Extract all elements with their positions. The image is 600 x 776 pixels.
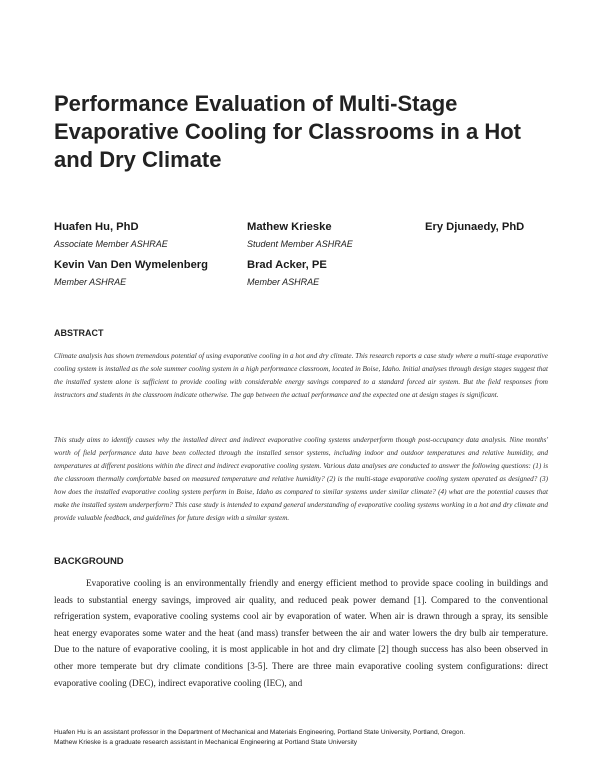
author-name: Kevin Van Den Wymelenberg <box>54 259 208 271</box>
author-name: Brad Acker, PE <box>247 259 327 271</box>
author-block <box>247 220 353 250</box>
author-footnote: Huafen Hu is an assistant professor in the Department of Mechanical and Materials Engineering, Portland State University, Portland, Oregon. <box>54 729 466 736</box>
abstract-heading: ABSTRACT <box>54 328 104 338</box>
author-name: Huafen Hu, PhD <box>54 221 139 233</box>
paper-title: Performance Evaluation of Multi-Stage Evaporative Cooling for Classrooms in a Hot and Dry Climate <box>54 91 521 172</box>
abstract-paragraph: Climate analysis has shown tremendous potential of using evaporative cooling in a hot and dry climate. This research reports a case study where a multi-stage evaporative cooling system is installed as the sole summer cooling system in a high performance classroom, located in Boise, Idaho. Initial analyses through design stages suggest that the installed system alone is sufficient to provide cooling with considerable energy savings compared to a standard forced air system. But the field responses from instructors and students in the classroom indicate otherwise. The gap between the actual performance and the expected one at design stages is significant. <box>54 352 548 399</box>
author-block <box>247 258 327 288</box>
abstract-paragraph: This study aims to identify causes why the installed direct and indirect evaporative cooling systems underperform though post-occupancy data analysis. Nine months' worth of field performance data have been collected through the installed sensor systems, including indoor and outdoor temperatures and relative humidity, and temperatures at different positions within the direct and indirect evaporative cooling system. Various data analyses are conducted to answer the following questions: (1) is the classroom thermally comfortable based on measured temperature and relative humidity? (2) is the multi-stage evaporative cooling system operated as designed? (3) how does the installed evaporative cooling system perform in Boise, Idaho as compared to similar systems under similar climate? (4) what are the potential causes that make the installed system underperform? This case study is intended to expand general understanding of evaporative cooling systems working in a hot and dry climate and provide valuable feedback, and guidelines for future design with a similar system. <box>54 436 548 522</box>
section-heading-background: BACKGROUND <box>54 556 124 567</box>
author-affiliation: Member ASHRAE <box>54 277 127 287</box>
author-affiliation: Associate Member ASHRAE <box>54 239 168 249</box>
author-block <box>54 220 168 250</box>
body-paragraph: Evaporative cooling is an environmentally friendly and energy efficient method to provide space cooling in buildings and leads to substantial energy savings, improved air quality, and reduced peak power demand [1]. Compared to the conventional refrigeration system, evaporative cooling systems cool air by evaporation of water. When air is drawn through a spray, its sensible heat energy evaporates some water and the heat (and mass) transfer between the air and water lowers the dry bulb air temperature. Due to the nature of evaporative cooling, it is most applicable in hot and dry climate [2] though success has also been observed in other more temperate but dry climate conditions [3-5]. There are three main evaporative cooling system configurations: direct evaporative cooling (DEC), indirect evaporative cooling (IEC), and <box>54 578 548 688</box>
author-footnote: Mathew Krieske is a graduate research assistant in Mechanical Engineering at Portland State University <box>54 739 358 746</box>
author-block <box>54 258 208 288</box>
author-name: Mathew Krieske <box>247 221 332 233</box>
author-block <box>425 220 524 234</box>
author-affiliation: Member ASHRAE <box>247 277 320 287</box>
author-name: Ery Djunaedy, PhD <box>425 221 525 233</box>
author-affiliation: Student Member ASHRAE <box>247 239 353 249</box>
